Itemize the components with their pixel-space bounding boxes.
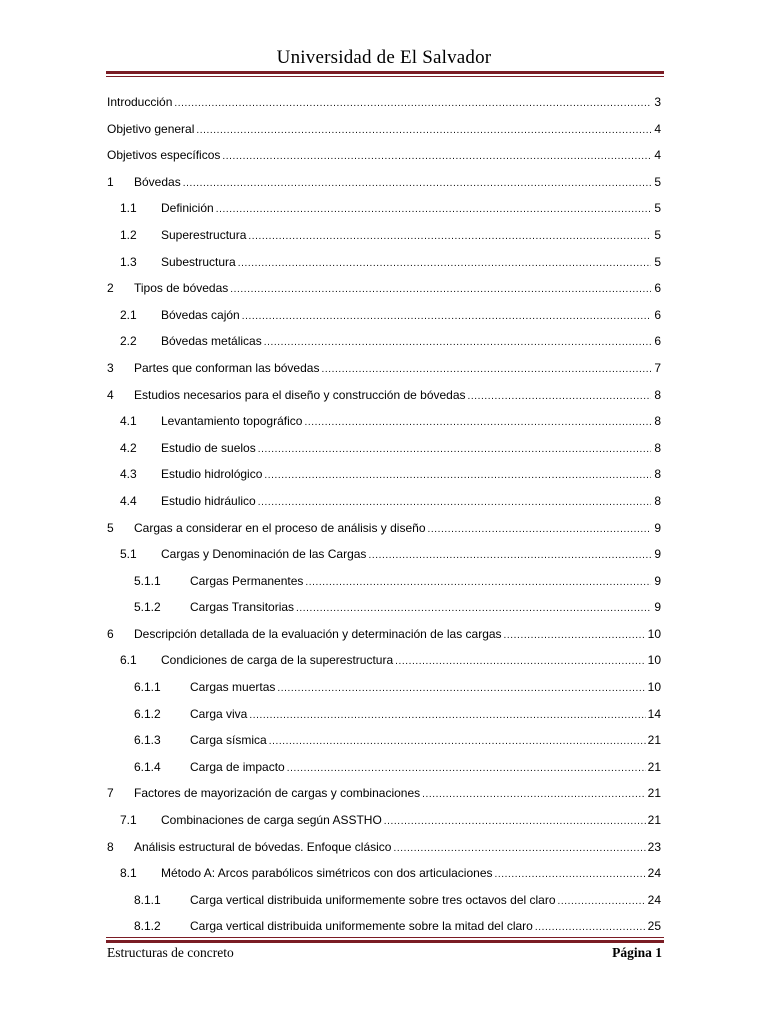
toc-entry[interactable]: [107, 759, 661, 786]
toc-entry-number: 7.1: [120, 813, 137, 828]
toc-entry-page: 3: [654, 95, 661, 109]
toc-entry-number: 5.1: [120, 547, 137, 562]
toc-entry[interactable]: [107, 227, 661, 254]
toc-entry-number: 1.3: [120, 254, 137, 269]
toc-dot-leader: [305, 575, 651, 591]
toc-entry-number: 5.1.1: [134, 573, 161, 588]
toc-dot-leader: [368, 548, 651, 564]
header-rule: [106, 71, 664, 78]
footer-rule-thin: [106, 937, 664, 938]
footer-page-number: Página 1: [612, 945, 662, 960]
toc-dot-leader: [196, 123, 651, 139]
toc-entry-label: Combinaciones de carga según ASSTHO: [161, 813, 382, 828]
toc-dot-leader: [495, 867, 646, 883]
header-rule-thick: [106, 71, 664, 74]
toc-entry[interactable]: [107, 812, 661, 839]
toc-entry[interactable]: [107, 174, 661, 201]
toc-dot-leader: [238, 256, 651, 272]
toc-entry-page: 4: [654, 121, 661, 136]
toc-entry[interactable]: [107, 147, 661, 174]
toc-entry[interactable]: [107, 280, 661, 307]
toc-entry-page: 8: [654, 440, 661, 455]
toc-entry-number: 6.1.1: [134, 680, 161, 695]
toc-entry-label: Cargas Transitorias: [190, 600, 295, 615]
toc-entry[interactable]: [107, 785, 661, 812]
toc-entry-page: 8: [654, 493, 661, 508]
toc-entry-page: 5: [654, 201, 661, 216]
toc-dot-leader: [535, 920, 646, 936]
toc-entry-label: Subestructura: [161, 254, 236, 269]
toc-dot-leader: [269, 734, 646, 750]
toc-entry-page: 14: [647, 706, 661, 721]
toc-entry-page: 24: [647, 892, 661, 907]
toc-entry-label: Bóvedas: [134, 174, 181, 189]
toc-entry-page: 5: [654, 227, 661, 242]
toc-entry-number: 4: [107, 387, 114, 402]
toc-entry-page: 9: [654, 600, 661, 615]
toc-entry-label: Cargas Permanentes: [190, 573, 304, 588]
toc-entry-page: 10: [647, 680, 661, 695]
toc-entry-page: 21: [647, 813, 661, 828]
toc-entry[interactable]: [107, 94, 661, 121]
toc-dot-leader: [393, 841, 645, 857]
toc-entry-label: Objetivo general: [107, 121, 195, 136]
toc-entry[interactable]: [107, 121, 661, 148]
toc-entry-number: 2: [107, 281, 114, 296]
toc-dot-leader: [174, 96, 651, 112]
toc-entry-label: Factores de mayorización de cargas y combinaciones: [134, 786, 421, 801]
toc-dot-leader: [395, 654, 646, 670]
toc-entry-number: 1.2: [120, 227, 137, 242]
toc-entry-label: Carga vertical distribuida uniformemente sobre la mitad del claro: [190, 919, 533, 934]
toc-entry-page: 9: [654, 520, 661, 535]
toc-dot-leader: [422, 787, 646, 803]
header-rule-thin: [106, 76, 664, 77]
toc-entry[interactable]: [107, 599, 661, 626]
toc-entry-page: 21: [647, 759, 661, 774]
toc-entry-number: 6: [107, 626, 114, 641]
toc-entry[interactable]: [107, 200, 661, 227]
toc-entry[interactable]: [107, 493, 661, 520]
toc-entry-label: Introducción: [107, 95, 173, 109]
toc-entry[interactable]: [107, 440, 661, 467]
toc-dot-leader: [242, 309, 651, 325]
toc-entry[interactable]: [107, 546, 661, 573]
toc-entry-label: Cargas muertas: [190, 680, 276, 695]
page-header-title: Universidad de El Salvador: [276, 47, 492, 68]
toc-dot-leader: [264, 335, 651, 351]
footer-rule-thick: [106, 940, 664, 943]
toc-entry-page: 8: [654, 414, 661, 429]
toc-entry[interactable]: [107, 865, 661, 892]
toc-entry[interactable]: [107, 333, 661, 360]
toc-entry-number: 8.1.2: [134, 919, 161, 934]
toc-dot-leader: [304, 415, 651, 431]
toc-entry-number: 8: [107, 839, 114, 854]
toc-dot-leader: [468, 389, 651, 405]
toc-dot-leader: [249, 708, 645, 724]
toc-entry-number: 1.1: [120, 201, 137, 216]
toc-entry-number: 6.1.2: [134, 706, 161, 721]
toc-entry-page: 7: [654, 360, 661, 375]
toc-dot-leader: [384, 814, 646, 830]
toc-entry-label: Bóvedas metálicas: [161, 334, 262, 349]
toc-entry-number: 8.1.1: [134, 892, 161, 907]
toc-entry-number: 6.1.4: [134, 759, 161, 774]
toc-entry-label: Estudio de suelos: [161, 440, 256, 455]
toc-dot-leader: [230, 282, 651, 298]
toc-entry-number: 2.1: [120, 307, 137, 322]
toc-entry[interactable]: [107, 387, 661, 414]
toc-entry[interactable]: [107, 413, 661, 440]
toc-entry-label: Estudios necesarios para el diseño y construcción de bóvedas: [134, 387, 466, 402]
toc-entry[interactable]: [107, 706, 661, 733]
toc-entry[interactable]: [107, 520, 661, 547]
toc-entry[interactable]: [107, 360, 661, 387]
toc-entry-label: Definición: [161, 201, 214, 216]
toc-entry-page: 9: [654, 547, 661, 562]
toc-entry-page: 10: [647, 626, 661, 641]
toc-entry-page: 5: [654, 174, 661, 189]
toc-entry[interactable]: [107, 573, 661, 600]
toc-dot-leader: [287, 761, 646, 777]
toc-entry-number: 4.1: [120, 414, 137, 429]
toc-entry[interactable]: [107, 679, 661, 706]
toc-entry-label: Levantamiento topográfico: [161, 414, 303, 429]
toc-entry-label: Bóvedas cajón: [161, 307, 240, 322]
toc-dot-leader: [321, 362, 651, 378]
table-of-contents: [107, 94, 661, 945]
toc-entry-page: 6: [654, 307, 661, 322]
toc-entry-page: 21: [647, 733, 661, 748]
toc-entry-label: Carga sísmica: [190, 733, 267, 748]
toc-entry-page: 8: [654, 467, 661, 482]
toc-entry-label: Partes que conforman las bóvedas: [134, 360, 320, 375]
toc-entry-number: 4.3: [120, 467, 137, 482]
toc-entry-page: 25: [647, 919, 661, 934]
toc-entry[interactable]: [107, 652, 661, 679]
toc-entry-page: 24: [647, 866, 661, 881]
toc-entry-number: 8.1: [120, 866, 137, 881]
toc-dot-leader: [296, 601, 651, 617]
toc-entry-number: 6.1: [120, 653, 137, 668]
footer-rule: [106, 937, 664, 943]
toc-dot-leader: [504, 628, 646, 644]
toc-entry[interactable]: [107, 839, 661, 866]
toc-entry[interactable]: [107, 466, 661, 493]
toc-entry[interactable]: [107, 307, 661, 334]
toc-entry-label: Cargas a considerar en el proceso de análisis y diseño: [134, 520, 426, 535]
toc-entry-label: Condiciones de carga de la superestructura: [161, 653, 394, 668]
toc-dot-leader: [277, 681, 645, 697]
toc-entry[interactable]: [107, 626, 661, 653]
toc-dot-leader: [264, 468, 651, 484]
toc-entry-label: Objetivos específicos: [107, 148, 221, 163]
toc-entry-label: Método A: Arcos parabólicos simétricos con dos articulaciones: [161, 866, 493, 881]
toc-entry-number: 5.1.2: [134, 600, 161, 615]
toc-entry-label: Carga viva: [190, 706, 248, 721]
toc-dot-leader: [258, 495, 651, 511]
toc-dot-leader: [558, 894, 646, 910]
toc-dot-leader: [222, 149, 651, 165]
toc-entry-label: Superestructura: [161, 227, 247, 242]
toc-entry-number: 5: [107, 520, 114, 535]
toc-entry-page: 6: [654, 334, 661, 349]
toc-entry-number: 4.2: [120, 440, 137, 455]
toc-entry-page: 5: [654, 254, 661, 269]
toc-entry[interactable]: [107, 254, 661, 281]
toc-entry-label: Análisis estructural de bóvedas. Enfoque clásico: [134, 839, 392, 854]
toc-entry-label: Carga vertical distribuida uniformemente sobre tres octavos del claro: [190, 892, 556, 907]
toc-entry-page: 8: [654, 387, 661, 402]
toc-entry-page: 6: [654, 281, 661, 296]
toc-entry-label: Cargas y Denominación de las Cargas: [161, 547, 367, 562]
toc-entry-label: Estudio hidrológico: [161, 467, 263, 482]
toc-entry-page: 4: [654, 148, 661, 163]
toc-entry-number: 4.4: [120, 493, 137, 508]
toc-entry[interactable]: [107, 732, 661, 759]
toc-entry-number: 6.1.3: [134, 733, 161, 748]
toc-entry-page: 10: [647, 653, 661, 668]
toc-entry-page: 23: [647, 839, 661, 854]
toc-dot-leader: [258, 442, 651, 458]
footer-document-title: Estructuras de concreto: [107, 945, 234, 960]
toc-dot-leader: [428, 522, 652, 538]
toc-entry-label: Descripción detallada de la evaluación y determinación de las cargas: [134, 626, 502, 641]
toc-entry-label: Carga de impacto: [190, 759, 285, 774]
toc-entry-label: Estudio hidráulico: [161, 493, 256, 508]
toc-entry[interactable]: [107, 892, 661, 919]
toc-dot-leader: [183, 176, 651, 192]
toc-entry-label: Tipos de bóvedas: [134, 281, 229, 296]
toc-entry-number: 7: [107, 786, 114, 801]
toc-entry-number: 1: [107, 174, 114, 189]
toc-dot-leader: [248, 229, 651, 245]
toc-entry-number: 3: [107, 360, 114, 375]
toc-entry-page: 21: [647, 786, 661, 801]
toc-entry-number: 2.2: [120, 334, 137, 349]
toc-dot-leader: [216, 202, 651, 218]
toc-entry-page: 9: [654, 573, 661, 588]
